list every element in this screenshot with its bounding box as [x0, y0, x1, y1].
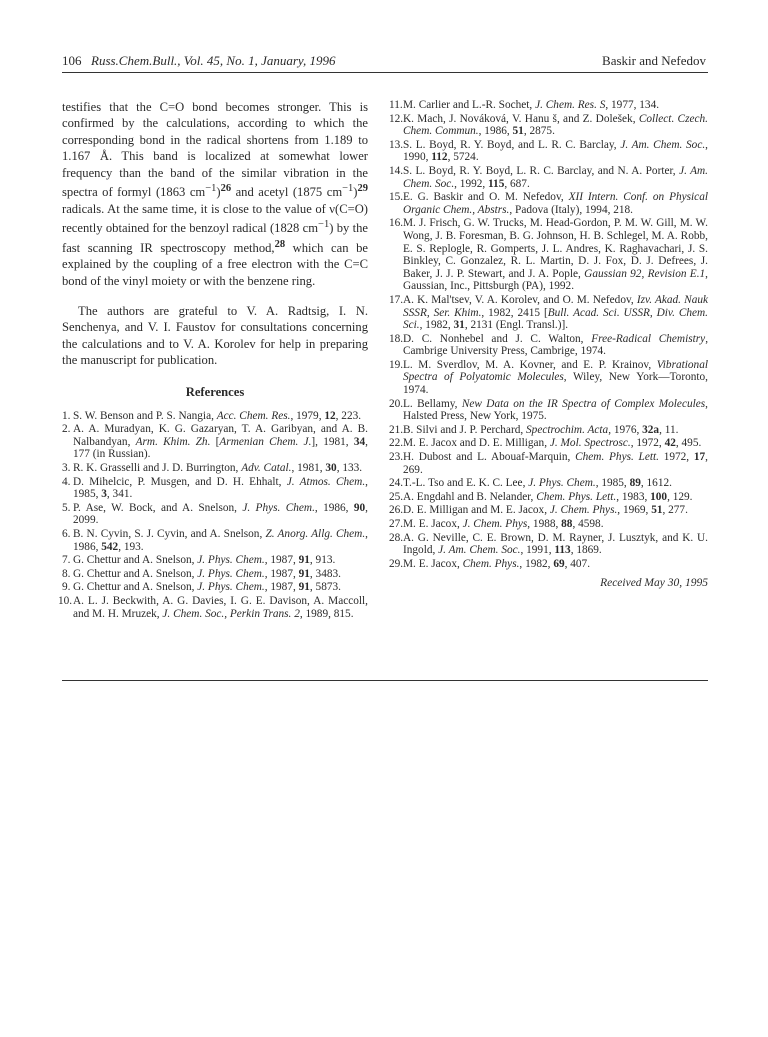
reference-text: B. Silvi and J. P. Perchard, Spectrochim. Acta, 1976, 32a, 11.	[403, 423, 679, 436]
reference-item	[62, 568, 368, 581]
reference-item	[58, 594, 368, 620]
reference-text: E. G. Baskir and O. M. Nefedov, XII Intern. Conf. on Physical Organic Chem., Abstrs., Padova (Italy), 1994, 218.	[403, 191, 708, 216]
reference-item	[62, 462, 368, 475]
reference-number: 23.	[389, 451, 404, 464]
reference-text: S. L. Boyd, R. Y. Boyd, L. R. C. Barclay, and N. A. Porter, J. Am. Chem. Soc., 1992, 115, 687.	[403, 164, 708, 190]
reference-item	[62, 410, 368, 423]
reference-number: 10.	[58, 594, 73, 607]
page-number: 106	[62, 53, 82, 68]
reference-text: S. W. Benson and P. S. Nangia, Acc. Chem. Res., 1979, 12, 223.	[73, 409, 362, 422]
reference-text: T.-L. Tso and E. K. C. Lee, J. Phys. Chem., 1985, 89, 1612.	[403, 477, 672, 490]
reference-text: M. Carlier and L.-R. Sochet, J. Chem. Res. S, 1977, 134.	[403, 99, 660, 111]
reference-item	[62, 528, 368, 553]
left-column	[58, 99, 368, 621]
reference-item	[390, 217, 708, 293]
received-date: Received May 30, 1995	[600, 577, 708, 590]
reference-number: 5.	[62, 501, 71, 514]
reference-item	[390, 165, 708, 190]
reference-number: 8.	[62, 567, 71, 580]
reference-text: B. N. Cyvin, S. J. Cyvin, and A. Snelson, Z. Anorg. Allg. Chem., 1986, 542, 193.	[73, 528, 368, 553]
body-text	[62, 99, 368, 369]
reference-item	[62, 502, 368, 527]
reference-item	[390, 558, 708, 571]
reference-text: D. C. Nonhebel and J. C. Walton, Free-Radical Chemistry, Cambrige University Press, Cambrige, 1974.	[403, 332, 709, 358]
reference-text: D. E. Milligan and M. E. Jacox, J. Chem. Phys., 1969, 51, 277.	[403, 504, 688, 517]
reference-number: 18.	[389, 332, 404, 345]
reference-text: K. Mach, J. Nováková, V. Hanu š, and Z. Dolešek, Collect. Czech. Chem. Commun., 1986, 51, 2875.	[403, 112, 708, 138]
reference-number: 14.	[389, 164, 404, 177]
reference-text: M. J. Frisch, G. W. Trucks, M. Head-Gordon, P. M. W. Gill, M. W. Wong, J. B. Foresman, B. G. Johnson, H. B. Schlegel, M. A. Robb, E. S. Replogle, R. Gomperts, J. L. Andres, K. Raghavachari, J. S. Binkley, C. Gonzalez, R. L. Martin, D. J. Fox, D. J. Defrees, J. Baker, J. J. P. Stewart, and J. A. Pople, Gaussian 92, Revision E.1, Gaussian, Inc., Pittsburgh (PA), 1992.	[403, 217, 708, 293]
reference-number: 29.	[389, 557, 404, 570]
reference-item	[390, 191, 708, 216]
reference-number: 4.	[62, 475, 71, 488]
reference-text: M. E. Jacox, J. Chem. Phys, 1988, 88, 4598.	[403, 518, 604, 530]
reference-text: A. L. J. Beckwith, A. G. Davies, I. G. E. Davison, A. Maccoll, and M. H. Mruzek, J. Chem. Soc., Perkin Trans. 2, 1989, 815.	[73, 594, 368, 620]
acknowledgement-paragraph: The authors are grateful to V. A. Radtsig, I. N. Senchenya, and V. I. Faustov for consultations concerning the calculations and to V. A. Korolev for help in preparing the manuscript for publication.	[62, 304, 368, 368]
reference-number: 24.	[389, 477, 404, 490]
reference-number: 20.	[389, 397, 404, 410]
right-column	[390, 99, 708, 589]
reference-number: 3.	[62, 462, 71, 475]
reference-item	[390, 424, 708, 437]
reference-item	[390, 504, 708, 517]
reference-number: 28.	[389, 531, 404, 544]
reference-number: 9.	[62, 581, 71, 594]
body-paragraph-1: testifies that the C=O bond becomes stronger. This is confirmed by the calculations, according to which the corresponding bond in the radical shortens from 1.189 to 1.167 Å. This band is localized at somewhat lower frequency than the band of the similar vibration in the spectra of formyl (1863 $cm^{-1})^{26}$ and acetyl (1875 $cm^{-1})^{29}$ radicals. At the same time, it is close to the value of ν(C=O) recently obtained for the benzoyl radical (1828 $cm^{-1}$) by the fast scanning IR spectroscopy method,$^{28}$ which can be explained by the coupling of a free electron with the C=C bond of the vinyl moiety or with the benzene ring.	[62, 100, 368, 288]
reference-item	[390, 294, 708, 332]
reference-item	[62, 554, 368, 567]
reference-text: L. M. Sverdlov, M. A. Kovner, and E. P. Krainov, Vibrational Spectra of Polyatomic Molecules, Wiley, New York—Toronto, 1974.	[403, 358, 709, 397]
reference-number: 12.	[389, 112, 404, 125]
reference-number: 2.	[62, 423, 71, 436]
reference-number: 15.	[389, 191, 404, 204]
reference-number: 22.	[389, 437, 404, 450]
reference-text: R. K. Grasselli and J. D. Burrington, Adv. Catal., 1981, 30, 133.	[73, 462, 363, 475]
running-header-journal: Russ.Chem.Bull., Vol. 45, No. 1, January, 1996	[91, 53, 336, 68]
references-heading: References	[185, 384, 245, 399]
reference-item	[62, 581, 368, 594]
reference-number: 7.	[62, 554, 71, 567]
running-header-authors: Baskir and Nefedov	[602, 53, 706, 68]
reference-number: 1.	[62, 409, 71, 422]
reference-item	[390, 333, 708, 358]
reference-number: 27.	[389, 518, 404, 530]
reference-text: P. Ase, W. Bock, and A. Snelson, J. Phys. Chem., 1986, 90, 2099.	[73, 501, 368, 527]
reference-item	[390, 139, 708, 164]
reference-text: A. G. Neville, C. E. Brown, D. M. Rayner, J. Lusztyk, and K. U. Ingold, J. Am. Chem. Soc., 1991, 113, 1869.	[403, 531, 708, 557]
reference-item	[390, 99, 708, 112]
reference-item	[390, 532, 708, 557]
reference-text: D. Mihelcic, P. Musgen, and D. H. Ehhalt, J. Atmos. Chem., 1985, 3, 341.	[73, 475, 368, 501]
reference-text: G. Chettur and A. Snelson, J. Phys. Chem., 1987, 91, 3483.	[73, 567, 341, 580]
reference-item	[390, 113, 708, 138]
reference-number: 16.	[389, 217, 404, 230]
reference-text: M. E. Jacox and D. E. Milligan, J. Mol. Spectrosc., 1972, 42, 495.	[403, 437, 702, 450]
reference-number: 19.	[389, 358, 404, 371]
reference-item	[390, 491, 708, 504]
reference-item	[390, 437, 708, 450]
references-list-right	[390, 99, 708, 570]
reference-item	[390, 518, 708, 531]
reference-number: 17.	[389, 293, 404, 306]
reference-item	[390, 451, 708, 476]
reference-number: 21.	[389, 423, 404, 436]
reference-text: A. K. Mal'tsev, V. A. Korolev, and O. M. Nefedov, Izv. Akad. Nauk SSSR, Ser. Khim., 1982, 2415 [Bull. Acad. Sci. USSR, Div. Chem. Sci., 1982, 31, 2131 (Engl. Transl.)].	[403, 293, 709, 332]
reference-number: 25.	[389, 490, 404, 503]
reference-item	[62, 476, 368, 501]
reference-number: 6.	[62, 528, 71, 540]
header-rule	[62, 72, 708, 73]
reference-text: G. Chettur and A. Snelson, J. Phys. Chem., 1987, 91, 913.	[73, 554, 336, 567]
reference-item	[62, 423, 368, 461]
reference-item	[390, 359, 708, 397]
bottom-rule	[62, 680, 708, 681]
reference-item	[390, 398, 708, 423]
reference-text: M. E. Jacox, Chem. Phys., 1982, 69, 407.	[403, 557, 591, 570]
reference-text: A. A. Muradyan, K. G. Gazaryan, T. A. Garibyan, and A. B. Nalbandyan, Arm. Khim. Zh. [Armenian Chem. J.], 1981, 34, 177 (in Russian).	[73, 423, 368, 461]
reference-text: A. Engdahl and B. Nelander, Chem. Phys. Lett., 1983, 100, 129.	[403, 490, 693, 503]
reference-number: 26.	[389, 504, 404, 517]
reference-text: G. Chettur and A. Snelson, J. Phys. Chem., 1987, 91, 5873.	[73, 581, 341, 594]
reference-text: L. Bellamy, New Data on the IR Spectra of Complex Molecules, Halsted Press, New York, 1975.	[403, 397, 708, 423]
reference-text: S. L. Boyd, R. Y. Boyd, and L. R. C. Barclay, J. Am. Chem. Soc., 1990, 112, 5724.	[403, 138, 708, 164]
reference-number: 11.	[389, 99, 403, 111]
reference-number: 13.	[389, 138, 404, 151]
references-list-left	[58, 409, 368, 621]
reference-text: H. Dubost and L. Abouaf-Marquin, Chem. Phys. Lett. 1972, 17, 269.	[403, 451, 708, 476]
reference-item	[390, 477, 708, 490]
